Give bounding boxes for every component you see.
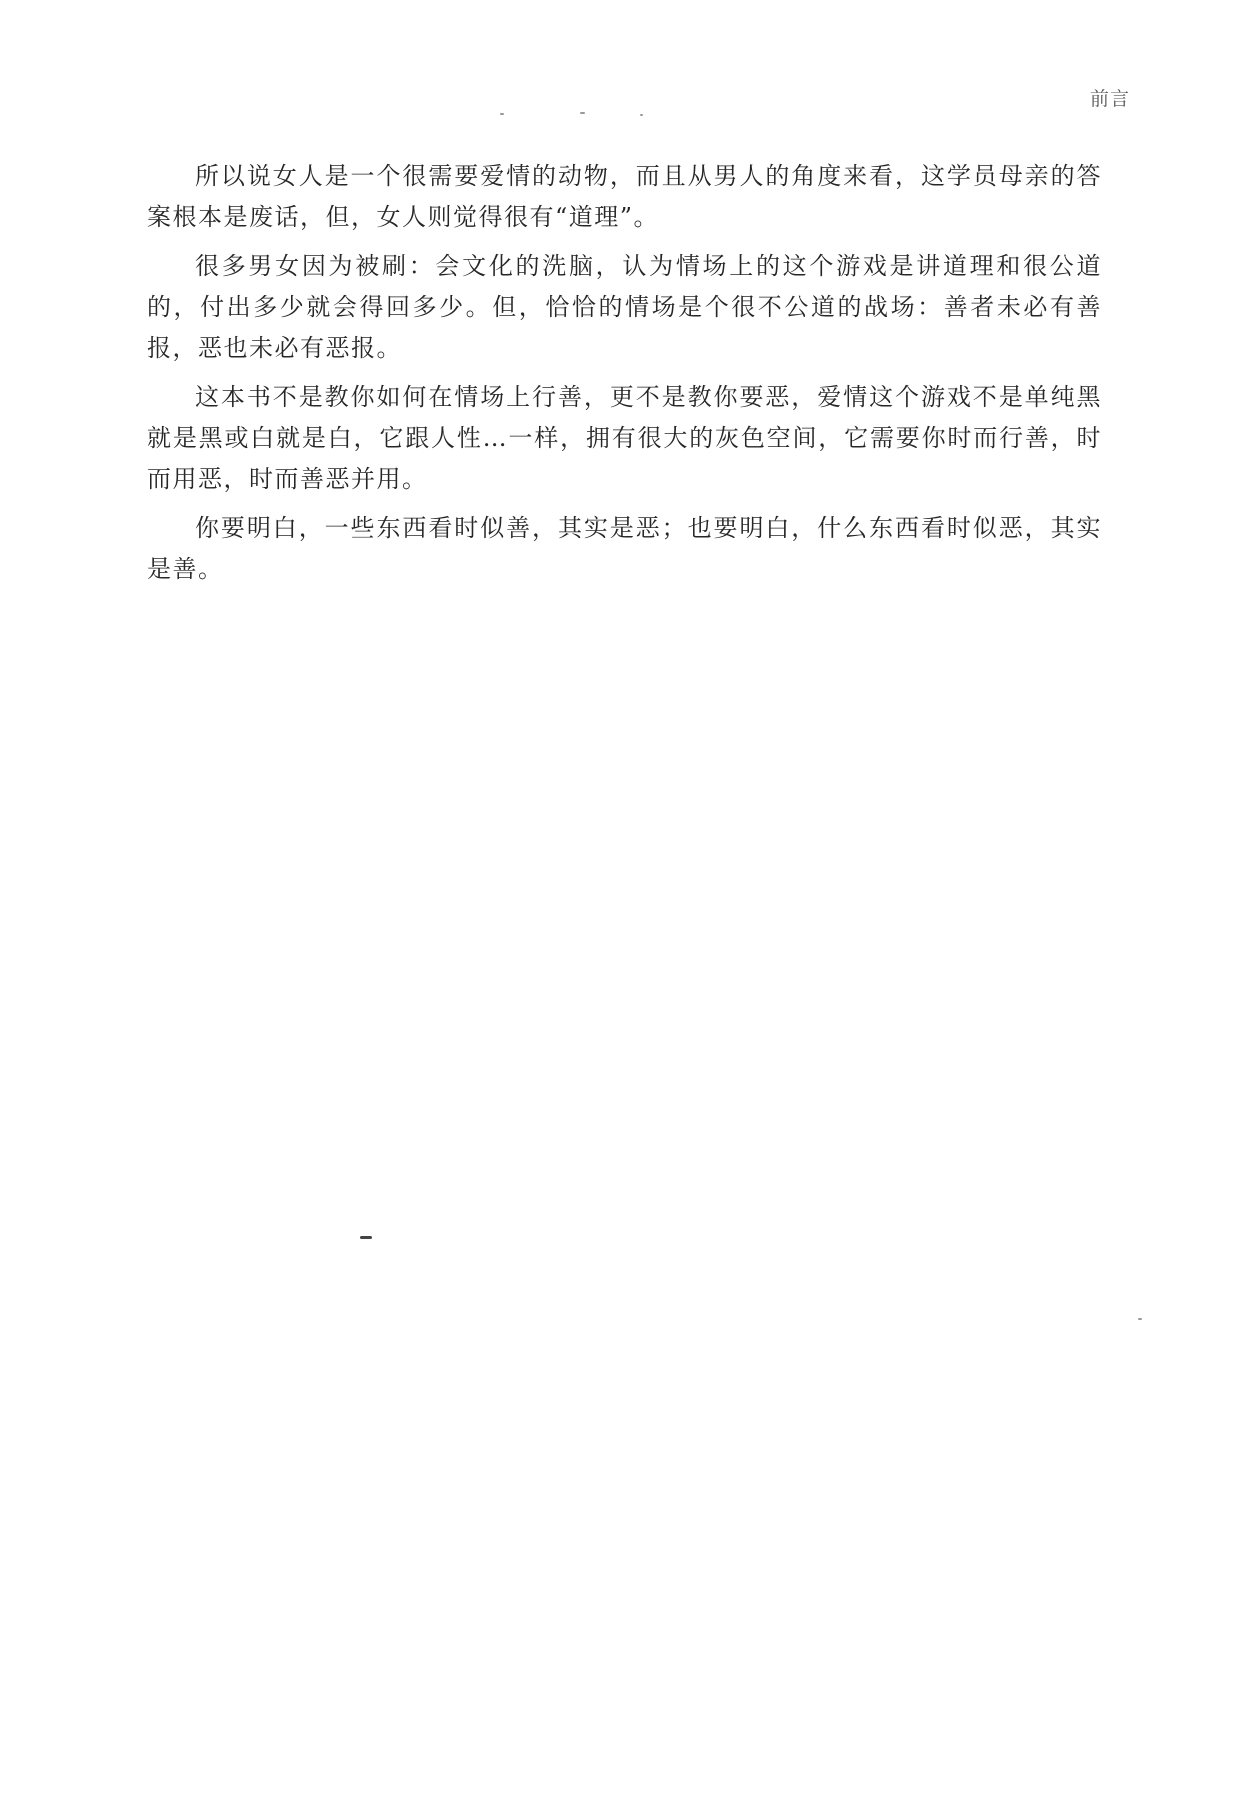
paragraph-4: 你要明白，一些东西看时似善，其实是恶；也要明白，什么东西看时似恶，其实是善。 [147, 514, 1102, 583]
paragraph-3: 这本书不是教你如何在情场上行善，更不是教你要恶，爱情这个游戏不是单纯黑就是黑或白就是白，它跟人性…一样，拥有很大的灰色空间，它需要你时而行善，时而用恶，时而善恶并用。 [147, 383, 1102, 493]
scan-speck [640, 114, 643, 116]
scan-speck [1138, 1318, 1142, 1320]
scan-speck [360, 1236, 372, 1239]
scan-speck [580, 112, 585, 114]
paragraph-2: 很多男女因为被刷：会文化的洗脑，认为情场上的这个游戏是讲道理和很公道的，付出多少就会得回多少。但，恰恰的情场是个很不公道的战场：善者未必有善报，恶也未必有恶报。 [147, 252, 1102, 362]
body-text [147, 156, 1102, 598]
running-head: 前言 [1089, 88, 1130, 110]
scan-speck [500, 113, 504, 115]
paragraph-1: 所以说女人是一个很需要爱情的动物，而且从男人的角度来看，这学员母亲的答案根本是废话，但，女人则觉得很有“道理”。 [147, 162, 1102, 231]
